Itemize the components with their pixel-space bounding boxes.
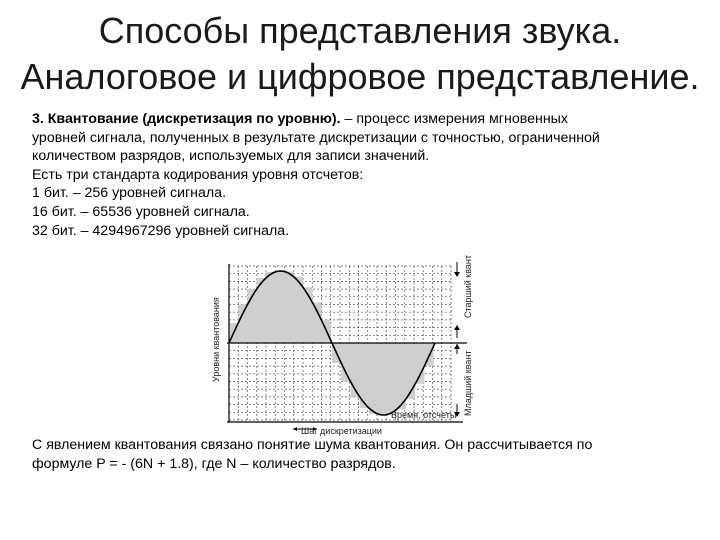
- step-arrow-left: [293, 427, 297, 431]
- body-line-7: 32 бит. – 4294967296 уровней сигнала.: [32, 222, 290, 239]
- title-line-2: Аналоговое и цифровое представление.: [20, 56, 700, 97]
- definition-line: [32, 110, 702, 129]
- definition-term: 3. Квантование (дискретизация по уровню).: [32, 111, 341, 127]
- body-text: [32, 110, 702, 240]
- negative-halfwave-fill: [332, 343, 435, 415]
- junior-quantum-arrow: [454, 344, 460, 349]
- footer-line-2: формуле P = - (6N + 1.8), где N – количество разрядов.: [32, 455, 396, 472]
- y-axis-label: Уровни квантования: [211, 297, 221, 382]
- body-line-6: 16 бит. – 65536 уровней сигнала.: [32, 203, 250, 220]
- senior-quantum-arrow-lower: [454, 325, 460, 330]
- senior-quantum-arrow: [454, 272, 460, 277]
- positive-halfwave-fill: [229, 272, 332, 344]
- senior-quantum-label: Старший квант: [463, 254, 473, 318]
- body-line-4: Есть три стандарта кодирования уровня отсчетов:: [32, 166, 364, 183]
- x-axis-label: Время, отсчеты: [391, 410, 457, 420]
- body-line-2: уровней сигнала, полученных в результате дискретизации с точностью, ограниченной: [32, 129, 600, 146]
- slide-title: [0, 8, 720, 100]
- quantization-figure: [205, 254, 505, 436]
- quantization-diagram: [205, 254, 505, 436]
- footer-text: [32, 436, 702, 473]
- body-line-5: 1 бит. – 256 уровней сигнала.: [32, 185, 227, 202]
- step-label: Шаг дискретизации: [301, 426, 382, 436]
- junior-quantum-label: Младший квант: [463, 350, 473, 416]
- title-line-1: Способы представления звука.: [98, 10, 622, 51]
- body-line-3: количеством разрядов, используемых для записи значений.: [32, 148, 430, 165]
- footer-line-1: С явлением квантования связано понятие шума квантования. Он рассчитывается по: [32, 437, 593, 453]
- definition-text: – процесс измерения мгновенных: [340, 111, 568, 127]
